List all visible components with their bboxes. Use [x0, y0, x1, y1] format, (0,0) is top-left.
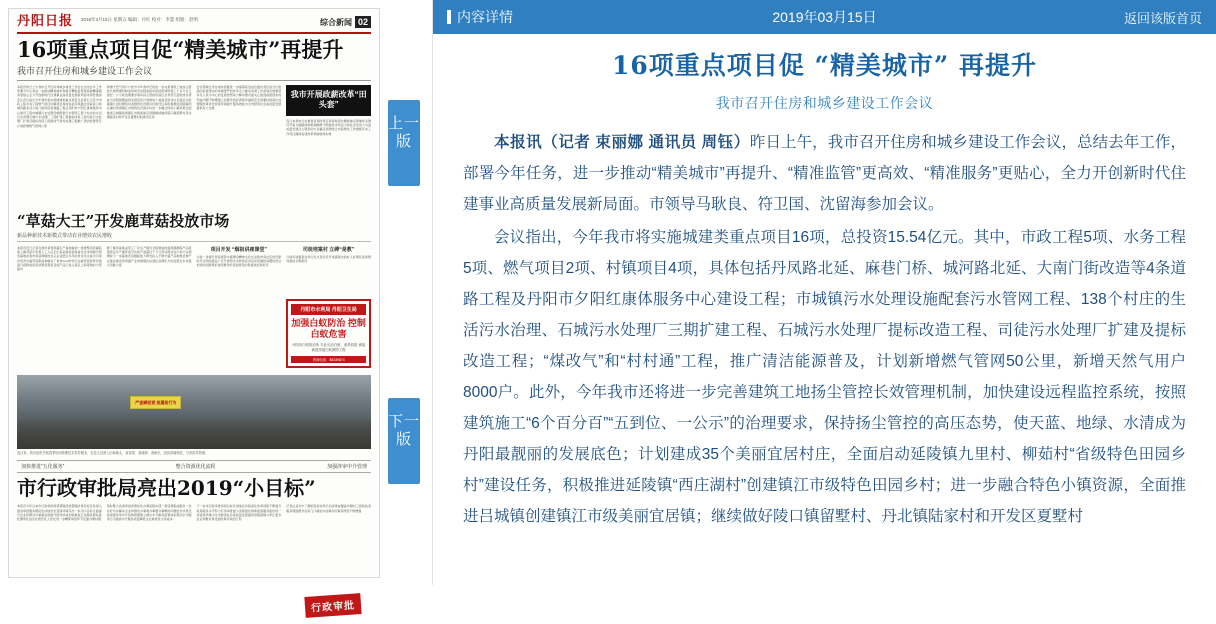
newspaper-photo[interactable]: [17, 375, 371, 449]
newspaper-photo-block: [17, 372, 371, 455]
newspaper-body-text: 据了解该基地采用工厂化生产模式全程智能控温控湿确保产品质量稳定年产鹿茸菇可达吨产值超过千万元带动周边农户余户实现增收下一步基地还将继续加大研发投入不断丰富产品种类延伸产业链条推动食用菌产业向规模化标准化品牌化方向发展为乡村振兴贡献力量: [106, 245, 192, 268]
next-page-label: 下一版: [388, 412, 421, 448]
newspaper-column: [17, 504, 102, 616]
newspaper-body-text: 新增天然气用户户此外今年我市还将进一步完善建筑工地扬尘管控长效管理机制加快建设远程监控系统按照建筑施工个百分百五到位一公示的治理要求保持扬尘管控的高压态势使天蓝地绿水清成为丹阳最靓丽的发展底色计划建成个美丽宜居村庄全面启动延陵镇九里村柳茹村省级特色田园乡村建设任务积极推进延陵镇西庄湖村创建镇江市级特色田园乡村进一步融合特色小镇资源全面推进吕城镇创建镇江市级美丽宜居镇继续做好陵口镇留墅村丹北镇陆家村和开发区夏墅村的建设任务: [106, 84, 192, 120]
ad-text: 丹阳市白蚁防治所 专业灭治白蚁、消杀四害 承接新建房屋白蚁预防工程: [292, 343, 366, 353]
newspaper-headline-secondary[interactable]: “草菇大王”开发鹿茸菇投放市场: [17, 211, 230, 230]
ad-banner-text: 丹阳市水利局 丹阳卫生局: [291, 304, 366, 315]
newspaper-logo: 丹阳日报: [17, 14, 74, 29]
newspaper-body-text: 本报讯今年以来市行政审批局紧紧围绕放管服改革目标任务深入推进审批服务便民化持续优化营商环境亮出一系列小目标全面提升企业和群众办事满意度据介绍该局将加快推进五化服务即标准化便利化信息化规范化人性化进一步精简审批环节压缩办理时限: [17, 504, 102, 522]
kicker-right: 加强涉审中介管理: [326, 464, 367, 471]
newspaper-column: [197, 85, 282, 207]
newspaper-preview-pane: [0, 0, 432, 615]
article-body: [463, 127, 1186, 532]
ad-phone: 咨询电话：86339874: [291, 356, 366, 363]
photo-overlay-label: 严查瞒报谎 报漏报行为: [130, 396, 181, 410]
newspaper-kicker-strip: [17, 460, 371, 473]
kicker-mid: 整合资源优化流程: [175, 464, 216, 471]
newspaper-columns-middle: [17, 246, 371, 368]
newspaper-page-number: 02: [355, 16, 371, 28]
newspaper-body-text: 本报讯近日记者在我市某食用菌生产基地看到一排排整齐的菌菇架上鹿茸菇长势喜人工人们正忙着采摘包装准备发往市场据介绍该基地是我市草菇种植的龙头企业经过多年的技术攻关成功引进并培育出鹿茸菇新品种填补了我市food市场空白鹿茸菇营养价值高口感鲜美深受消费者喜爱目前产品已进入南京上海等地的大型超市: [17, 245, 102, 272]
newspaper-advertisement[interactable]: [286, 299, 371, 368]
detail-topbar-left: [447, 7, 637, 27]
newspaper-body-text: 记者在采访中了解到目前该局已初步建成覆盖市镇村三级的政务服务网络群众在家门口就能办成事办好事获得感不断增强: [286, 504, 371, 513]
newspaper-body-text: 本报讯昨日上午我市召开住房和城乡建设工作会议总结去年工作部署今年任务进一步推动精美城市再提升精准监管更高效精准服务更贴心全力开创新时代住建事业高质量发展新局面市领导参加会议会议指出今年我市将实施城建类重点项目总投资亿元其中市政工程水务工程燃气项目村镇项目具体包括丹凤路北延麻巷门桥城河路北延大南门街改造等道路工程及丹阳市夕阳红康体服务中心建设工程市城镇污水处理设施配套污水管网工程个村庄的生活污水治理石城污水处理厂三期扩建工程提标改造工程司徒污水处理厂扩建及提标改造工程煤改气和村村通工程推广清洁能源普及计划新增燃气管网公里: [17, 84, 102, 128]
newspaper-section-info: [320, 15, 371, 28]
prev-page-label: 上一版: [388, 114, 421, 150]
newspaper-page-image[interactable]: [8, 8, 380, 615]
article-detail-pane: [432, 0, 1216, 585]
newspaper-headline-bottom[interactable]: 市行政审批局亮出2019“小目标”: [17, 476, 316, 501]
newspaper-column-sidebar: [286, 85, 371, 207]
newspaper-body-text: 连日来我市扎实推进各项改革任务落地落实聚焦重点领域和关键环节着力破除体制机制障碍不断激发市场活力和社会创造力为高质量发展注入强劲动力各镇区街道结合实际细化工作措施压实工作责任确保各项改革举措取得实效: [286, 118, 371, 136]
newspaper-headline-main[interactable]: 16项重点项目促“精美城市”再提升: [17, 36, 344, 62]
newspaper-subhead-secondary: 新品种新技术新模式带动农业增效农民增收: [17, 232, 371, 242]
newspaper-column-head: 司徒培案村 立碑“是教”: [302, 246, 355, 253]
newspaper-body-text: 会议强调全市住建系统要进一步提高政治站位强化责任担当以更高的标准更实的举措更严的作风全力推动各项工作落地见效要坚持以人民为中心的发展思想着力解决群众最关心最直接最现实的利益问题不断增强人民群众的获得感幸福感安全感要持续深化放管服改革优化营商环境提升服务效能为全市经济社会高质量发展提供有力支撑: [196, 84, 282, 111]
newspaper-section-label: 综合新闻: [319, 17, 352, 27]
newspaper-column: [107, 246, 192, 368]
newspaper-bottom-block: [17, 504, 371, 624]
article-paragraph: 会议指出，今年我市将实施城建类重点项目16项，总投资15.54亿元。其中，市政工程5项、水务工程5项、燃气项目2项、村镇项目4项，具体包括丹凤路北延、麻巷门桥、城河路北延、大南门街改造等4条道路工程及丹阳市夕阳红康体服务中心建设工程；市城镇污水处理设施配套污水管网工程、138个村庄的生活污水治理、石城污水处理厂三期扩建工程、石城污水处理厂提标改造工程、司徒污水处理厂扩建及提标改造工程；“煤改气”和“村村通”工程，推广清洁能源普及，计划新增燃气管网50公里，新增天然气用户8000户。此外，今年我市还将进一步完善建筑工地扬尘管控长效管理机制，加快建设远程监控系统，按照建筑施工“6个百分百”“五到位、一公示”的治理要求，保持扬尘管控的高压态势，使天蓝、地绿、水清成为丹阳最靓丽的发展底色；计划建成35个美丽宜居村庄，全面启动延陵镇九里村、柳茹村“省级特色田园乡村”建设任务，积极推进延陵镇“西庄湖村”创建镇江市级特色田园乡村；进一步融合特色小镇资源，全面推进吕城镇创建镇江市级美丽宜居镇；继续做好陵口镇留墅村、丹北镇陆家村和开发区夏墅村: [463, 229, 1186, 525]
newspaper-photo-caption: 连日来，我市组织开展春季田间管理技术指导服务，农技人员深入田间地头，查苗情、查墒情、查病虫，因苗因墒制宜，分类指导管理。: [17, 450, 209, 455]
newspaper-masthead: [17, 15, 371, 34]
newspaper-column: [197, 504, 282, 616]
detail-title-label: 内容详情: [457, 9, 513, 25]
ad-title: 加强白蚁防治 控制白蚁危害: [291, 317, 366, 340]
newspaper-photo-row: [17, 372, 371, 455]
article-title: 16项重点项目促 “精美城市” 再提升: [612, 51, 1037, 80]
article-subtitle: 我市召开住房和城乡建设工作会议: [715, 95, 934, 111]
newspaper-body-text: 为进一步提升居民素养丰富群众精神文化生活我市各社区依托新时代文明实践站广泛开展形式多样的宣讲活动用通俗易懂的语言把党的创新理论讲给群众听受到居民的普遍欢迎和好评: [196, 254, 282, 268]
newspaper-column: [286, 246, 371, 368]
back-to-section-link[interactable]: 返回该版首页: [1123, 10, 1202, 26]
article-paragraph-text: 昨日上午，我市召开住房和城乡建设工作会议，总结去年工作，部署今年任务，进一步推动“精美城市”再提升、“精准监管”更高效、“精准服务”更贴心，全力开创新时代住建事业高质量发展新局面。市领导马耿良、符卫国、沈留海参加会议。: [463, 134, 1186, 213]
newspaper-column: [17, 85, 102, 207]
prev-page-button[interactable]: [388, 100, 420, 186]
article-paragraph: [463, 127, 1186, 220]
newspaper-columns-top: [17, 85, 371, 207]
newspaper-body-text: 下一步市行政审批局将对标先进地区持续深化改革创新不断提升政务服务水平努力打造审批最少流程最优效率最高服务最好的一流营商环境为全市经济社会高质量发展提供坚强保障力争让更多企业和群众享受到改革带来的红利: [196, 504, 282, 522]
article-lead: 本报讯（记者 束丽娜 通讯员 周钰）: [494, 134, 750, 151]
newspaper-column-head: 项目开发 “烟祖讲座课堂”: [210, 246, 268, 253]
newspaper-sidebar-box: 我市开展政薪改革“田头套”: [286, 85, 371, 116]
newspaper-column: [17, 246, 102, 368]
newspaper-column: [107, 504, 192, 616]
next-page-button[interactable]: [388, 398, 420, 484]
newspaper-meta: 2019年3月15日 星期五 编辑：丹红 校对：李慧 组版：赵明: [81, 17, 199, 22]
publication-date: 2019年03月15日: [772, 9, 877, 25]
newspaper-body-text: 同时整合各类审批资源优化办事流程实现一窗受理集成服务一次办好切实解决企业和群众办事难办事慢办事繁的问题此外该局还将加强涉审中介机构管理建立健全中介服务监管体系规范中介服务行为提高中介服务质量降低企业制度性交易成本: [106, 504, 192, 522]
newspaper-subhead-main: 我市召开住房和城乡建设工作会议: [17, 64, 371, 81]
kicker-left: 加快推进“五化服务”: [21, 464, 65, 471]
newspaper-seal-stamp: 行政审批: [304, 593, 361, 618]
newspaper-column: [107, 85, 192, 207]
detail-topbar: [433, 0, 1216, 34]
bar-marker-icon: [447, 10, 451, 24]
newspaper-column: [197, 246, 282, 368]
article-content: [433, 34, 1216, 585]
newspaper-body-text: 日前司徒镇某村举行仪式表彰近年来涌现出的好人好事弘扬崇德向善的文明新风: [286, 254, 371, 264]
